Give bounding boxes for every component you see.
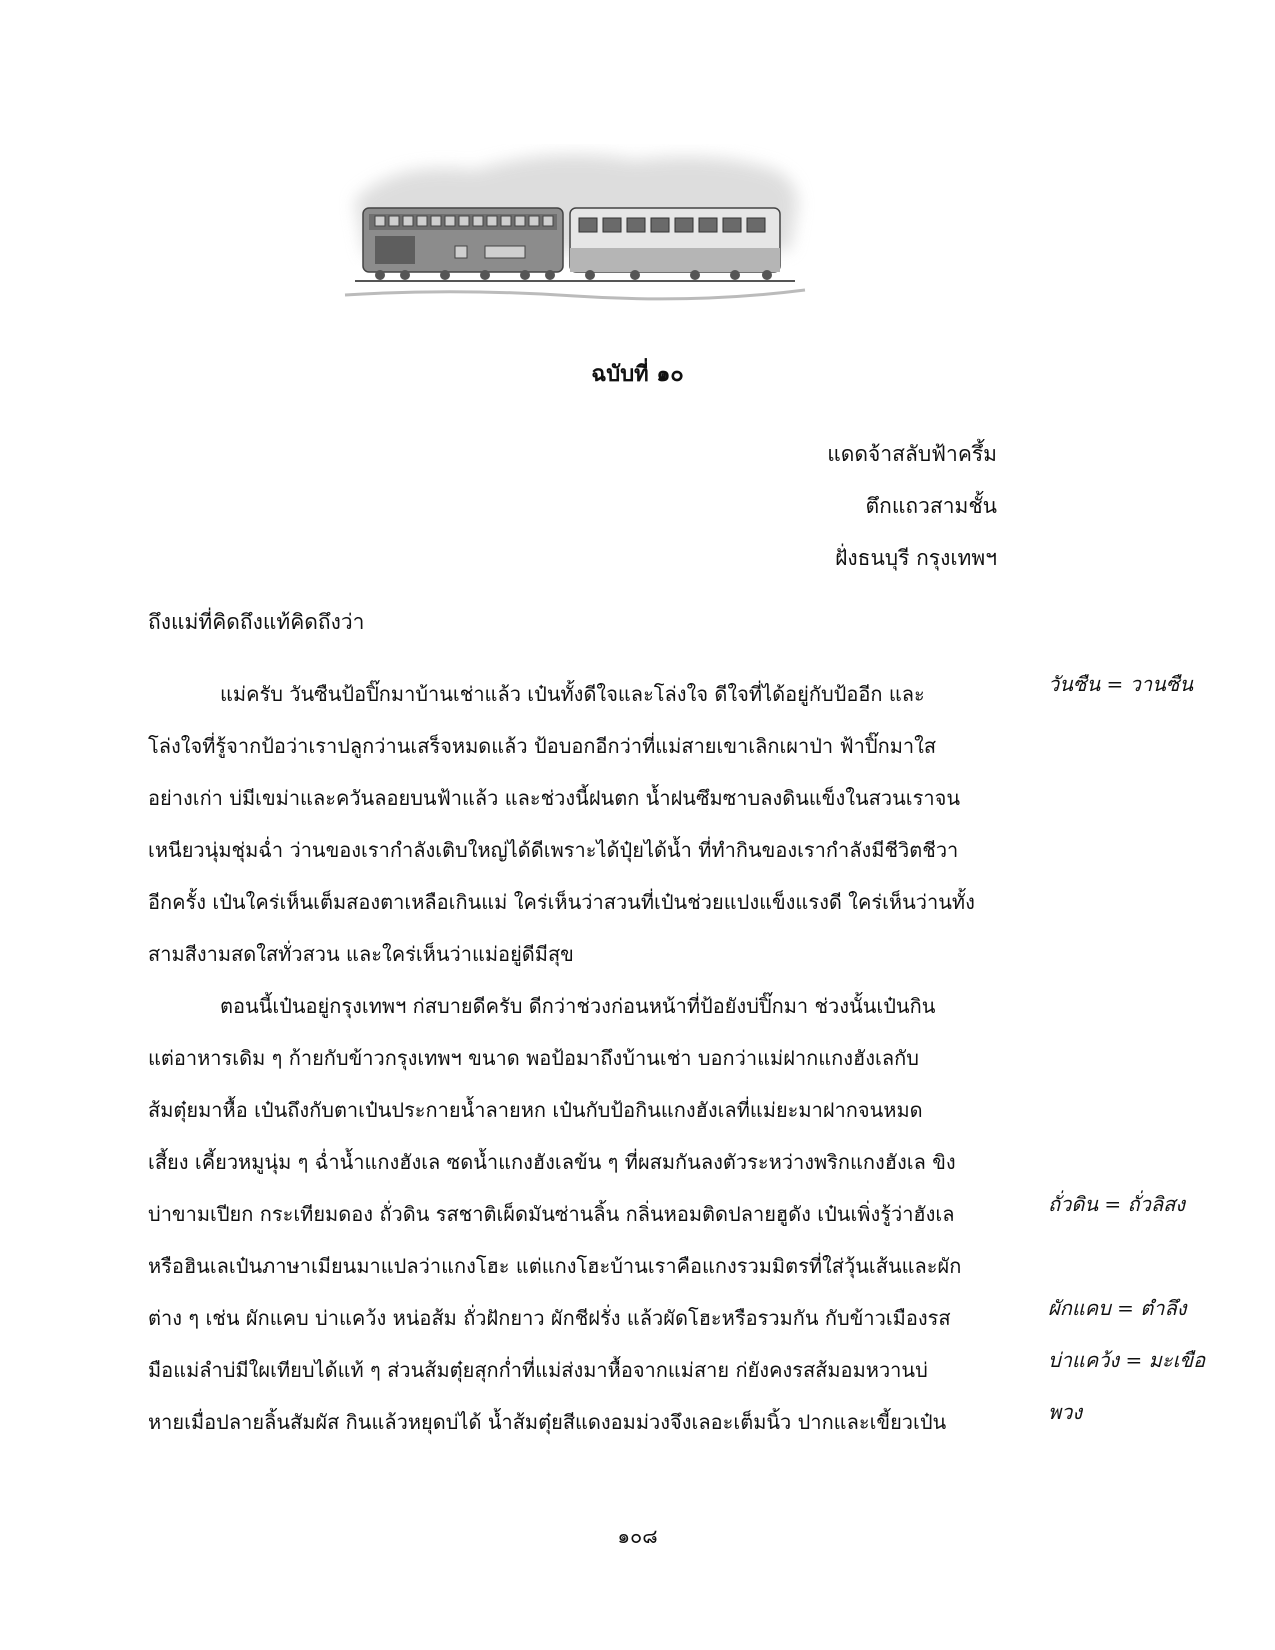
body-line: อย่างเก่า บ่มีเขม่าและควันลอยบนฟ้าแล้ว และช่วงนี้ฝนตก น้ำฝนซึมซาบลงดินแข็งในสวนเราจน [148, 786, 960, 810]
margin-note: ผักแคบ = ตำลึง [1048, 1296, 1187, 1320]
body-line: เหนียวนุ่มชุ่มฉ่ำ ว่านของเรากำลังเติบใหญ่ได้ดีเพราะได้ปุ๋ยได้น้ำ ที่ทำกินของเรากำลังมีชีวิตชีวา [148, 838, 959, 862]
body-line: หรือฮินเลเป๋นภาษาเมียนมาแปลว่าแกงโฮะ แต่แกงโฮะบ้านเราคือแกงรวมมิตรที่ใส่วุ้นเส้นและผัก [148, 1254, 962, 1278]
address-line: ฝั่งธนบุรี กรุงเทพฯ [835, 546, 997, 570]
body-line: เสี้ยง เคี้ยวหมูนุ่ม ๆ ฉ่ำน้ำแกงฮังเล ซดน้ำแกงฮังเลข้น ๆ ที่ผสมกันลงตัวระหว่างพริกแกงฮังเล ขิง [148, 1150, 956, 1174]
body-line: มือแม่ลำบ่มีใผเทียบได้แท้ ๆ ส่วนส้มตุ๋ยสุกก่ำที่แม่ส่งมาหื้อจากแม่สาย ก่ยังคงรสส้มอมหวานบ่ [148, 1358, 928, 1382]
body-line: ตอนนี้เป๋นอยู่กรุงเทพฯ ก่สบายดีครับ ดีกว่าช่วงก่อนหน้าที่ป้อยังบ่ปิ๊กมา ช่วงนั้นเป๋นกิน [220, 994, 936, 1018]
body-line: แม่ครับ วันซืนป้อปิ๊กมาบ้านเช่าแล้ว เป๋นทั้งดีใจและโล่งใจ ดีใจที่ได้อยู่กับป้ออีก และ [220, 682, 925, 706]
train-illustration [335, 140, 815, 325]
margin-note: บ่าแคว้ง = มะเขือ [1048, 1348, 1206, 1372]
body-line: สามสีงามสดใสทั่วสวน และใคร่เห็นว่าแม่อยู่ดีมีสุข [148, 942, 574, 966]
body-line: ต่าง ๆ เช่น ผักแคบ บ่าแคว้ง หน่อส้ม ถั่วฝักยาว ผักชีฝรั่ง แล้วผัดโฮะหรือรวมกัน กับข้าวเมืองรส [148, 1306, 951, 1330]
sender-address [827, 428, 997, 584]
page-number: ๑๐๘ [617, 1524, 658, 1548]
body-line: บ่าขามเปียก กระเทียมดอง ถั่วดิน รสชาติเผ็ดมันซ่านลิ้น กลิ่นหอมติดปลายฮูดัง เป๋นเพิ่งรู้ว่าฮังเล [148, 1202, 955, 1226]
address-line: แดดจ้าสลับฟ้าครึ้ม [827, 442, 997, 466]
margin-note: พวง [1048, 1400, 1083, 1424]
letter-heading: ฉบับที่ ๑๐ [591, 361, 684, 387]
margin-note: ถั่วดิน = ถั่วลิสง [1048, 1192, 1186, 1216]
letter-body [148, 668, 1018, 1448]
body-line: อีกครั้ง เป๋นใคร่เห็นเต็มสองตาเหลือเกินแม่ ใคร่เห็นว่าสวนที่เป๋นช่วยแปงแข็งแรงดี ใคร่เห็นว่านทั้ง [148, 890, 975, 914]
body-line: ส้มตุ๋ยมาหื้อ เป๋นถึงกับตาเป๋นประกายน้ำลายหก เป๋นกับป้อกินแกงฮังเลที่แม่ยะมาฝากจนหมด [148, 1098, 923, 1122]
body-line: หายเมื่อปลายลิ้นสัมผัส กินแล้วหยุดบ่ได้ น้ำส้มตุ๋ยสีแดงอมม่วงจึงเลอะเต็มนิ้ว ปากและเขี้ยวเป๋น [148, 1410, 947, 1434]
body-line: โล่งใจที่รู้จากป้อว่าเราปลูกว่านเสร็จหมดแล้ว ป้อบอกอีกว่าที่แม่สายเขาเลิกเผาป่า ฟ้าปิ๊กมาใส [148, 734, 937, 758]
body-line: แต่อาหารเดิม ๆ ก้ายกับข้าวกรุงเทพฯ ขนาด พอป้อมาถึงบ้านเช่า บอกว่าแม่ฝากแกงฮังเลกับ [148, 1046, 919, 1070]
salutation: ถึงแม่ที่คิดถึงแท้คิดถึงว่า [148, 610, 365, 634]
address-line: ตึกแถวสามชั้น [865, 494, 997, 518]
margin-note: วันซืน = วานซืน [1048, 672, 1193, 696]
